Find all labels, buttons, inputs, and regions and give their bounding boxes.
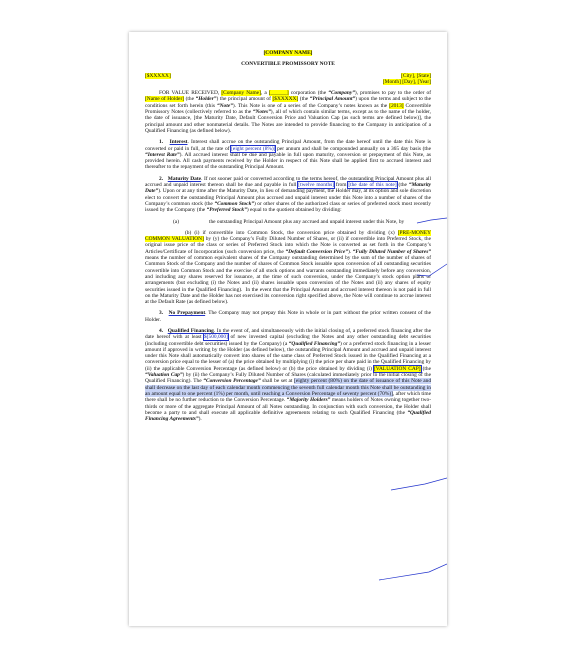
financing-amount-field[interactable]: $[500,000] bbox=[204, 334, 228, 341]
amount-date-row bbox=[145, 73, 431, 79]
maturity-months-field[interactable]: [twelve months] bbox=[298, 182, 335, 189]
header-amount: [$XXXXX] bbox=[145, 72, 171, 79]
interest-rate-field[interactable]: [eight percent (8%)] bbox=[231, 145, 276, 152]
valuation-cap-field[interactable]: [VALUATION CAP] bbox=[374, 365, 421, 372]
section-interest: 1. Interest. Interest shall accrue on the outstanding Principal Amount, from the date hereof until the date this Note is converted or paid in full, at the rate of [eight percent (8%)] per annum and shall be compounded annually on a 365 day basis (the “Interest Rate”). All accrued interest shall be due and payable in full upon maturity, conversion or prepayment of this Note, as provided herein. All cash payments received by the Holder in respect of this Note shall be applied first to accrued interest and thereafter to the repayment of the outstanding Principal Amount. bbox=[145, 139, 431, 171]
comment-line-conversion bbox=[379, 564, 447, 580]
document-body bbox=[145, 50, 431, 422]
document-title: CONVERTIBLE PROMISSORY NOTE bbox=[241, 61, 335, 68]
company-name-header: [COMPANY NAME] bbox=[263, 50, 313, 56]
section-maturity: 2. Maturity Date. If not sooner paid or converted according to the terms hereof, the outstanding Principal Amount plus all accrued and unpaid interest thereon shall be due and payable in full [twelve months] from [the date of this note] (the “Maturity Date”). Upon or at any time after the Maturity Date, in lieu of demanding payment, the Holder may, at its option and sole discretion elect to convert the outstanding Principal Amount plus accrued and unpaid interest under this Note into a number of shares of the Company’s common stock (the “Common Stock”) or other shares of the authorized class or series of preferred stock most recently issued by the Company (the “Preferred Stock”) equal to the quotient obtained by dividing: bbox=[145, 175, 431, 214]
intro-paragraph: FOR VALUE RECEIVED, [Company Name], a [______] corporation (the “Company”), promises to pay to the order of [Name of Holder] (the “Holder”) the principal amount of [$XXXXX] (the “Principal Amount”) upon the terms and subject to the conditions set forth herein (this “Note”). This Note is one of a series of the Company’s notes known as the [2013] Convertible Promissory Notes (collectively referred to as the “Notes”), all of which contain similar terms, except as to the name of the holder, the date of issuance, [the Maturity Date, Default Conversion Price and Valuation Cap (as such terms are defined below)], the principal amount and other nonmaterial details. The Notes are intended to provide financing to the Company in anticipation of a Qualified Financing (as defined below). bbox=[145, 90, 432, 134]
comment-line-financing bbox=[391, 478, 447, 490]
section-no-prepayment: 3. No Prepayment. The Company may not prepay this Note in whole or in part without the prior written consent of the Holder. bbox=[145, 310, 431, 323]
clause-b: (b) (i) if convertible into Common Stock, the conversion price obtained by dividing (x) [PRE-MONEY COMMON VALUATION] by (y) the Company’s Fully Diluted Number of Shares, or (ii) if convertible into Preferred Stock, the original issue price of the class or series of Preferred Stock into which the Note is converted as set forth in the Company’s Articles/Certificate of Incorporation (such conversion price, the “Default Conversion Price”). “Fully Diluted Number of Shares” means the number of common equivalent shares of the Company outstanding determined by the sum of the number of shares of Common Stock of the Company and the number of shares of Common Stock issuable upon conversion of all outstanding securities convertible into Common Stock and the exercise of all stock options and warrants outstanding immediately before any conversion, and including any shares reserved for issuance, at the time of such conversion, under the Company’s stock option plans or arrangements (but excluding (i) the Notes and (ii) shares issuable upon conversion of the Notes and (ii) any shares of equity securities issued in the Qualified Financing). In the event that the Principal Amount and accrued interest thereon is not paid in full on the Maturity Date and the Holder has not exercised its conversion right specified above, the Note will continue to accrue interest at the Default Rate (as defined below). bbox=[145, 229, 432, 306]
maturity-from-field[interactable]: [the date of this note] bbox=[348, 182, 397, 189]
pre-money-valuation-field[interactable]: [PRE-MONEY COMMON VALUATION] bbox=[145, 229, 431, 243]
header-date: [Month] [Day], [Year] bbox=[382, 78, 431, 85]
conversion-percentage-selection[interactable]: [eighty percent (80%) on the date of issuance of this Note and shall decrease on the last day of each calendar month commencing the seventh full calendar month this Note shall be outstanding in an amount equal to one percent (1%) per month, until reaching a Conversion Percentage of seventy percent (70%)] bbox=[145, 378, 432, 397]
section-qualified-financing: 4. Qualified Financing. In the event of, and simultaneously with the initial closing of, a preferred stock financing after the date hereof with at least $[500,000] of new invested capital (excluding the Notes and any other outstanding debt securities (including convertible debt securities) issued by the Company) (a “Qualified Financing”) or a preferred stock financing in a lesser amount if approved in writing by the Holder (as defined below), the outstanding Principal Amount and accrued and unpaid interest under this Note shall automatically convert into shares of the same class of Preferred Stock issued in the Qualified Financing at a conversion price equal to the lesser of (a) the price obtained by multiplying (i) the price per share paid in the Qualified Financing by (ii) the applicable Conversion Percentage (as defined below) or (b) the price obtained by dividing (i) [VALUATION CAP] (the “Valuation Cap”) by (ii) the Company’s Fully Diluted Number of Shares (calculated immediately prior to the initial closing of the Qualified Financing). The “Conversion Percentage” shall be set at [eighty percent (80%) on the date of issuance of this Note and shall decrease on the last day of each calendar month commencing the seventh full calendar month this Note shall be outstanding in an amount equal to one percent (1%) per month, until reaching a Conversion Percentage of seventy percent (70%)], after which time there shall be no further reduction to the Conversion Percentage. “Majority Holders” means holders of Notes owning together two-thirds or more of the aggregate Principal Amount of all Notes outstanding. In conjunction with such conversion, the Holder shall become a party to and shall execute all applicable definitive agreements relating to such Qualified Financing (the “Qualified Financing Agreements”). bbox=[145, 327, 432, 423]
clause-a: (a) the outstanding Principal Amount plus any accrued and unpaid interest under this Note, by bbox=[173, 218, 405, 225]
document-page bbox=[129, 32, 447, 626]
header-city-state: [City], [State] bbox=[401, 72, 431, 79]
